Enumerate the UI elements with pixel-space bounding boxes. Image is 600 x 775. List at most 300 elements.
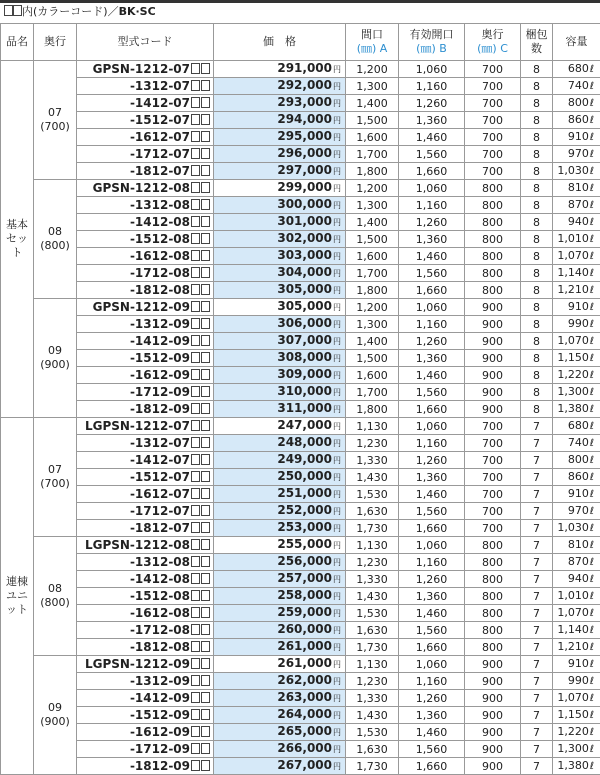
color-box-icon — [201, 131, 210, 142]
model-code: -1712-08 — [130, 623, 190, 637]
pack-count: 7 — [521, 741, 553, 758]
opening-a: 1,430 — [346, 707, 399, 724]
color-box-icon — [191, 539, 200, 550]
color-box-icon — [191, 556, 200, 567]
header-opening-main: 間口 — [361, 28, 383, 41]
capacity-value: 1,140 — [557, 266, 589, 279]
capacity-unit: ℓ — [590, 115, 594, 126]
color-box-icon — [201, 301, 210, 312]
price-value: 303,000 — [277, 248, 332, 262]
capacity-cell — [553, 316, 600, 333]
effective-b: 1,160 — [399, 673, 465, 690]
price-value: 255,000 — [277, 537, 332, 551]
color-box-icon — [201, 624, 210, 635]
model-code: -1612-08 — [130, 249, 190, 263]
capacity-cell — [553, 554, 600, 571]
model-code: -1812-09 — [130, 402, 190, 416]
color-box-icon — [201, 471, 210, 482]
price-cell — [214, 333, 346, 350]
color-box-icon — [191, 131, 200, 142]
price-value: 296,000 — [277, 146, 332, 160]
price-cell — [214, 537, 346, 554]
price-value: 301,000 — [277, 214, 332, 228]
capacity-cell — [553, 656, 600, 673]
capacity-value: 910 — [568, 657, 589, 670]
color-box-icon — [191, 284, 200, 295]
table-row — [1, 299, 600, 316]
price-value: 266,000 — [277, 741, 332, 755]
model-code: -1612-08 — [130, 606, 190, 620]
pack-count: 8 — [521, 61, 553, 78]
capacity-cell — [553, 758, 600, 775]
price-value: 311,000 — [277, 401, 332, 415]
table-row — [1, 639, 600, 656]
capacity-unit: ℓ — [590, 744, 594, 755]
capacity-value: 940 — [568, 572, 589, 585]
opening-a: 1,630 — [346, 622, 399, 639]
table-row — [1, 231, 600, 248]
price-cell — [214, 231, 346, 248]
capacity-value: 1,150 — [557, 351, 589, 364]
model-code-cell — [77, 503, 214, 520]
currency-unit: 円 — [333, 490, 341, 499]
price-value: 295,000 — [277, 129, 332, 143]
color-box-icon — [191, 709, 200, 720]
currency-unit: 円 — [333, 235, 341, 244]
color-box-icon — [201, 284, 210, 295]
table-row — [1, 605, 600, 622]
capacity-cell — [553, 112, 600, 129]
depth-mm: (700) — [40, 120, 70, 133]
depth-c: 900 — [465, 401, 521, 418]
currency-unit: 円 — [333, 252, 341, 261]
capacity-value: 800 — [568, 96, 589, 109]
depth-mm: (800) — [40, 239, 70, 252]
opening-a: 1,630 — [346, 741, 399, 758]
depth-group — [34, 299, 77, 418]
price-cell — [214, 180, 346, 197]
capacity-cell — [553, 707, 600, 724]
capacity-value: 990 — [568, 674, 589, 687]
model-code-cell — [77, 350, 214, 367]
effective-b: 1,460 — [399, 486, 465, 503]
effective-b: 1,060 — [399, 537, 465, 554]
capacity-unit: ℓ — [590, 64, 594, 75]
model-code: -1712-09 — [130, 742, 190, 756]
model-code: -1712-07 — [130, 147, 190, 161]
header-pack-sub: 数 — [531, 42, 542, 55]
currency-unit: 円 — [333, 116, 341, 125]
depth-mm: (800) — [40, 596, 70, 609]
model-code: -1712-09 — [130, 385, 190, 399]
table-row — [1, 214, 600, 231]
price-cell — [214, 299, 346, 316]
price-cell — [214, 265, 346, 282]
color-box-icon — [191, 726, 200, 737]
capacity-unit: ℓ — [590, 353, 594, 364]
currency-unit: 円 — [333, 405, 341, 414]
depth-c: 700 — [465, 503, 521, 520]
capacity-unit: ℓ — [590, 149, 594, 160]
capacity-value: 1,070 — [557, 606, 589, 619]
depth-c: 900 — [465, 350, 521, 367]
price-cell — [214, 384, 346, 401]
model-code-cell — [77, 367, 214, 384]
capacity-unit: ℓ — [590, 387, 594, 398]
currency-unit: 円 — [333, 388, 341, 397]
table-row — [1, 367, 600, 384]
model-code: -1512-07 — [130, 470, 190, 484]
currency-unit: 円 — [333, 592, 341, 601]
price-cell — [214, 707, 346, 724]
pack-count: 8 — [521, 367, 553, 384]
capacity-value: 1,010 — [557, 232, 589, 245]
color-box-icon — [201, 641, 210, 652]
pack-count: 8 — [521, 231, 553, 248]
model-code: -1312-09 — [130, 674, 190, 688]
table-header-row — [1, 24, 600, 61]
capacity-value: 1,140 — [557, 623, 589, 636]
model-code: -1412-09 — [130, 691, 190, 705]
capacity-value: 1,210 — [557, 283, 589, 296]
currency-unit: 円 — [333, 269, 341, 278]
capacity-unit: ℓ — [590, 489, 594, 500]
price-cell — [214, 656, 346, 673]
table-row — [1, 350, 600, 367]
price-value: 257,000 — [277, 571, 332, 585]
capacity-cell — [553, 95, 600, 112]
pack-count: 8 — [521, 129, 553, 146]
capacity-cell — [553, 248, 600, 265]
model-code: -1312-08 — [130, 555, 190, 569]
price-cell — [214, 486, 346, 503]
effective-b: 1,360 — [399, 707, 465, 724]
currency-unit: 円 — [333, 201, 341, 210]
currency-unit: 円 — [333, 745, 341, 754]
capacity-value: 970 — [568, 504, 589, 517]
capacity-unit: ℓ — [590, 183, 594, 194]
note-prefix: 内(カラーコード)／ — [22, 5, 119, 18]
price-value: 306,000 — [277, 316, 332, 330]
currency-unit: 円 — [333, 456, 341, 465]
model-code: -1712-08 — [130, 266, 190, 280]
model-code-cell — [77, 469, 214, 486]
model-code-cell — [77, 214, 214, 231]
color-box-icon — [201, 233, 210, 244]
pack-count: 8 — [521, 282, 553, 299]
capacity-value: 1,030 — [557, 521, 589, 534]
color-box-icon — [201, 675, 210, 686]
header-model: 型式コード — [77, 24, 214, 61]
capacity-unit: ℓ — [590, 336, 594, 347]
price-value: 260,000 — [277, 622, 332, 636]
table-row — [1, 707, 600, 724]
opening-a: 1,130 — [346, 418, 399, 435]
opening-a: 1,800 — [346, 163, 399, 180]
effective-b: 1,660 — [399, 401, 465, 418]
currency-unit: 円 — [333, 167, 341, 176]
price-cell — [214, 673, 346, 690]
capacity-cell — [553, 588, 600, 605]
opening-a: 1,400 — [346, 333, 399, 350]
capacity-unit: ℓ — [590, 727, 594, 738]
effective-b: 1,060 — [399, 418, 465, 435]
color-box-icon — [201, 454, 210, 465]
currency-unit: 円 — [333, 286, 341, 295]
model-code: -1512-08 — [130, 589, 190, 603]
price-cell — [214, 418, 346, 435]
depth-c: 700 — [465, 418, 521, 435]
price-cell — [214, 503, 346, 520]
capacity-cell — [553, 214, 600, 231]
capacity-cell — [553, 61, 600, 78]
table-row — [1, 333, 600, 350]
effective-b: 1,160 — [399, 197, 465, 214]
currency-unit: 円 — [333, 218, 341, 227]
model-code-cell — [77, 78, 214, 95]
opening-a: 1,400 — [346, 214, 399, 231]
color-box-icon — [191, 267, 200, 278]
price-cell — [214, 690, 346, 707]
effective-b: 1,560 — [399, 146, 465, 163]
opening-a: 1,400 — [346, 95, 399, 112]
model-code-cell — [77, 265, 214, 282]
currency-unit: 円 — [333, 626, 341, 635]
effective-b: 1,360 — [399, 350, 465, 367]
table-row — [1, 384, 600, 401]
color-box-icon — [191, 80, 200, 91]
color-box-icon — [201, 420, 210, 431]
color-box-icon — [201, 556, 210, 567]
capacity-value: 1,300 — [557, 385, 589, 398]
currency-unit: 円 — [333, 609, 341, 618]
price-value: 294,000 — [277, 112, 332, 126]
capacity-cell — [553, 741, 600, 758]
capacity-cell — [553, 350, 600, 367]
currency-unit: 円 — [333, 660, 341, 669]
model-code: GPSN-1212-08 — [93, 181, 190, 195]
model-code: LGPSN-1212-09 — [85, 657, 190, 671]
color-box-icon — [191, 318, 200, 329]
price-cell — [214, 95, 346, 112]
capacity-unit: ℓ — [590, 166, 594, 177]
depth-code: 07 — [48, 106, 62, 119]
model-code: -1412-09 — [130, 334, 190, 348]
opening-a: 1,600 — [346, 367, 399, 384]
color-box-icon — [191, 454, 200, 465]
price-cell — [214, 520, 346, 537]
table-row — [1, 248, 600, 265]
color-box-icon — [201, 573, 210, 584]
price-cell — [214, 724, 346, 741]
model-code-cell — [77, 690, 214, 707]
price-table — [0, 23, 600, 775]
price-cell — [214, 435, 346, 452]
capacity-value: 740 — [568, 436, 589, 449]
currency-unit: 円 — [333, 150, 341, 159]
header-depth: 奥行 — [34, 24, 77, 61]
category-name — [1, 61, 34, 418]
color-box-icon — [191, 692, 200, 703]
depth-code: 08 — [48, 582, 62, 595]
depth-c: 700 — [465, 469, 521, 486]
opening-a: 1,730 — [346, 758, 399, 775]
table-row — [1, 758, 600, 775]
opening-a: 1,130 — [346, 656, 399, 673]
price-value: 261,000 — [277, 639, 332, 653]
pack-count: 7 — [521, 503, 553, 520]
color-box-icon — [201, 216, 210, 227]
depth-c: 800 — [465, 265, 521, 282]
model-code-cell — [77, 248, 214, 265]
color-box-icon — [191, 250, 200, 261]
capacity-value: 1,220 — [557, 368, 589, 381]
table-row — [1, 401, 600, 418]
pack-count: 8 — [521, 401, 553, 418]
model-code-cell — [77, 61, 214, 78]
price-value: 261,000 — [277, 656, 332, 670]
color-box-icon — [191, 437, 200, 448]
currency-unit: 円 — [333, 439, 341, 448]
price-cell — [214, 78, 346, 95]
color-box-icon — [191, 641, 200, 652]
depth-c: 800 — [465, 588, 521, 605]
capacity-unit: ℓ — [590, 370, 594, 381]
color-box-icon — [191, 505, 200, 516]
price-value: 302,000 — [277, 231, 332, 245]
header-effective-sub: (㎜) B — [416, 42, 447, 55]
model-code-cell — [77, 333, 214, 350]
model-code: LGPSN-1212-07 — [85, 419, 190, 433]
capacity-value: 680 — [568, 62, 589, 75]
capacity-value: 1,070 — [557, 334, 589, 347]
model-code-cell — [77, 146, 214, 163]
header-depthmm — [465, 24, 521, 61]
price-value: 258,000 — [277, 588, 332, 602]
pack-count: 8 — [521, 78, 553, 95]
model-code: -1412-07 — [130, 453, 190, 467]
model-code-cell — [77, 758, 214, 775]
capacity-unit: ℓ — [590, 710, 594, 721]
capacity-value: 910 — [568, 130, 589, 143]
model-code-cell — [77, 639, 214, 656]
table-row — [1, 452, 600, 469]
model-code-cell — [77, 418, 214, 435]
opening-a: 1,600 — [346, 129, 399, 146]
depth-c: 700 — [465, 486, 521, 503]
model-code: -1612-07 — [130, 487, 190, 501]
pack-count: 8 — [521, 265, 553, 282]
currency-unit: 円 — [333, 320, 341, 329]
effective-b: 1,660 — [399, 282, 465, 299]
capacity-cell — [553, 231, 600, 248]
depth-c: 700 — [465, 435, 521, 452]
opening-a: 1,130 — [346, 537, 399, 554]
currency-unit: 円 — [333, 82, 341, 91]
capacity-cell — [553, 384, 600, 401]
model-code: -1412-07 — [130, 96, 190, 110]
table-row — [1, 180, 600, 197]
model-code-cell — [77, 197, 214, 214]
color-box-icon — [201, 369, 210, 380]
opening-a: 1,800 — [346, 282, 399, 299]
price-value: 249,000 — [277, 452, 332, 466]
top-rule — [0, 0, 600, 3]
depth-c: 800 — [465, 639, 521, 656]
capacity-unit: ℓ — [590, 693, 594, 704]
color-box-icon — [201, 726, 210, 737]
opening-a: 1,230 — [346, 435, 399, 452]
price-cell — [214, 350, 346, 367]
capacity-unit: ℓ — [590, 625, 594, 636]
opening-a: 1,300 — [346, 316, 399, 333]
price-cell — [214, 452, 346, 469]
table-row — [1, 571, 600, 588]
opening-a: 1,200 — [346, 180, 399, 197]
opening-a: 1,330 — [346, 690, 399, 707]
price-cell — [214, 129, 346, 146]
effective-b: 1,060 — [399, 299, 465, 316]
capacity-unit: ℓ — [590, 642, 594, 653]
depth-code: 07 — [48, 463, 62, 476]
price-value: 308,000 — [277, 350, 332, 364]
capacity-value: 800 — [568, 453, 589, 466]
capacity-value: 810 — [568, 181, 589, 194]
capacity-value: 910 — [568, 487, 589, 500]
color-box-icon — [191, 590, 200, 601]
capacity-unit: ℓ — [590, 591, 594, 602]
price-cell — [214, 112, 346, 129]
effective-b: 1,160 — [399, 554, 465, 571]
opening-a: 1,430 — [346, 588, 399, 605]
capacity-value: 870 — [568, 198, 589, 211]
price-value: 305,000 — [277, 299, 332, 313]
model-code: -1512-08 — [130, 232, 190, 246]
model-code: -1512-07 — [130, 113, 190, 127]
table-row — [1, 622, 600, 639]
opening-a: 1,700 — [346, 265, 399, 282]
header-price: 価 格 — [214, 24, 346, 61]
color-box-icon — [201, 590, 210, 601]
color-box-icon — [191, 420, 200, 431]
depth-c: 900 — [465, 690, 521, 707]
header-depthmm-sub: (㎜) C — [477, 42, 508, 55]
price-cell — [214, 554, 346, 571]
depth-c: 900 — [465, 367, 521, 384]
model-code-cell — [77, 622, 214, 639]
model-code-cell — [77, 435, 214, 452]
effective-b: 1,360 — [399, 469, 465, 486]
capacity-cell — [553, 690, 600, 707]
effective-b: 1,560 — [399, 622, 465, 639]
depth-c: 900 — [465, 758, 521, 775]
depth-c: 700 — [465, 112, 521, 129]
price-cell — [214, 469, 346, 486]
color-box-icon — [191, 199, 200, 210]
pack-count: 7 — [521, 656, 553, 673]
model-code: -1312-08 — [130, 198, 190, 212]
effective-b: 1,560 — [399, 503, 465, 520]
color-box-icon — [201, 709, 210, 720]
price-cell — [214, 146, 346, 163]
depth-c: 800 — [465, 537, 521, 554]
price-value: 300,000 — [277, 197, 332, 211]
opening-a: 1,500 — [346, 112, 399, 129]
capacity-unit: ℓ — [590, 302, 594, 313]
depth-mm: (900) — [40, 715, 70, 728]
color-box-icon — [201, 386, 210, 397]
pack-count: 7 — [521, 707, 553, 724]
